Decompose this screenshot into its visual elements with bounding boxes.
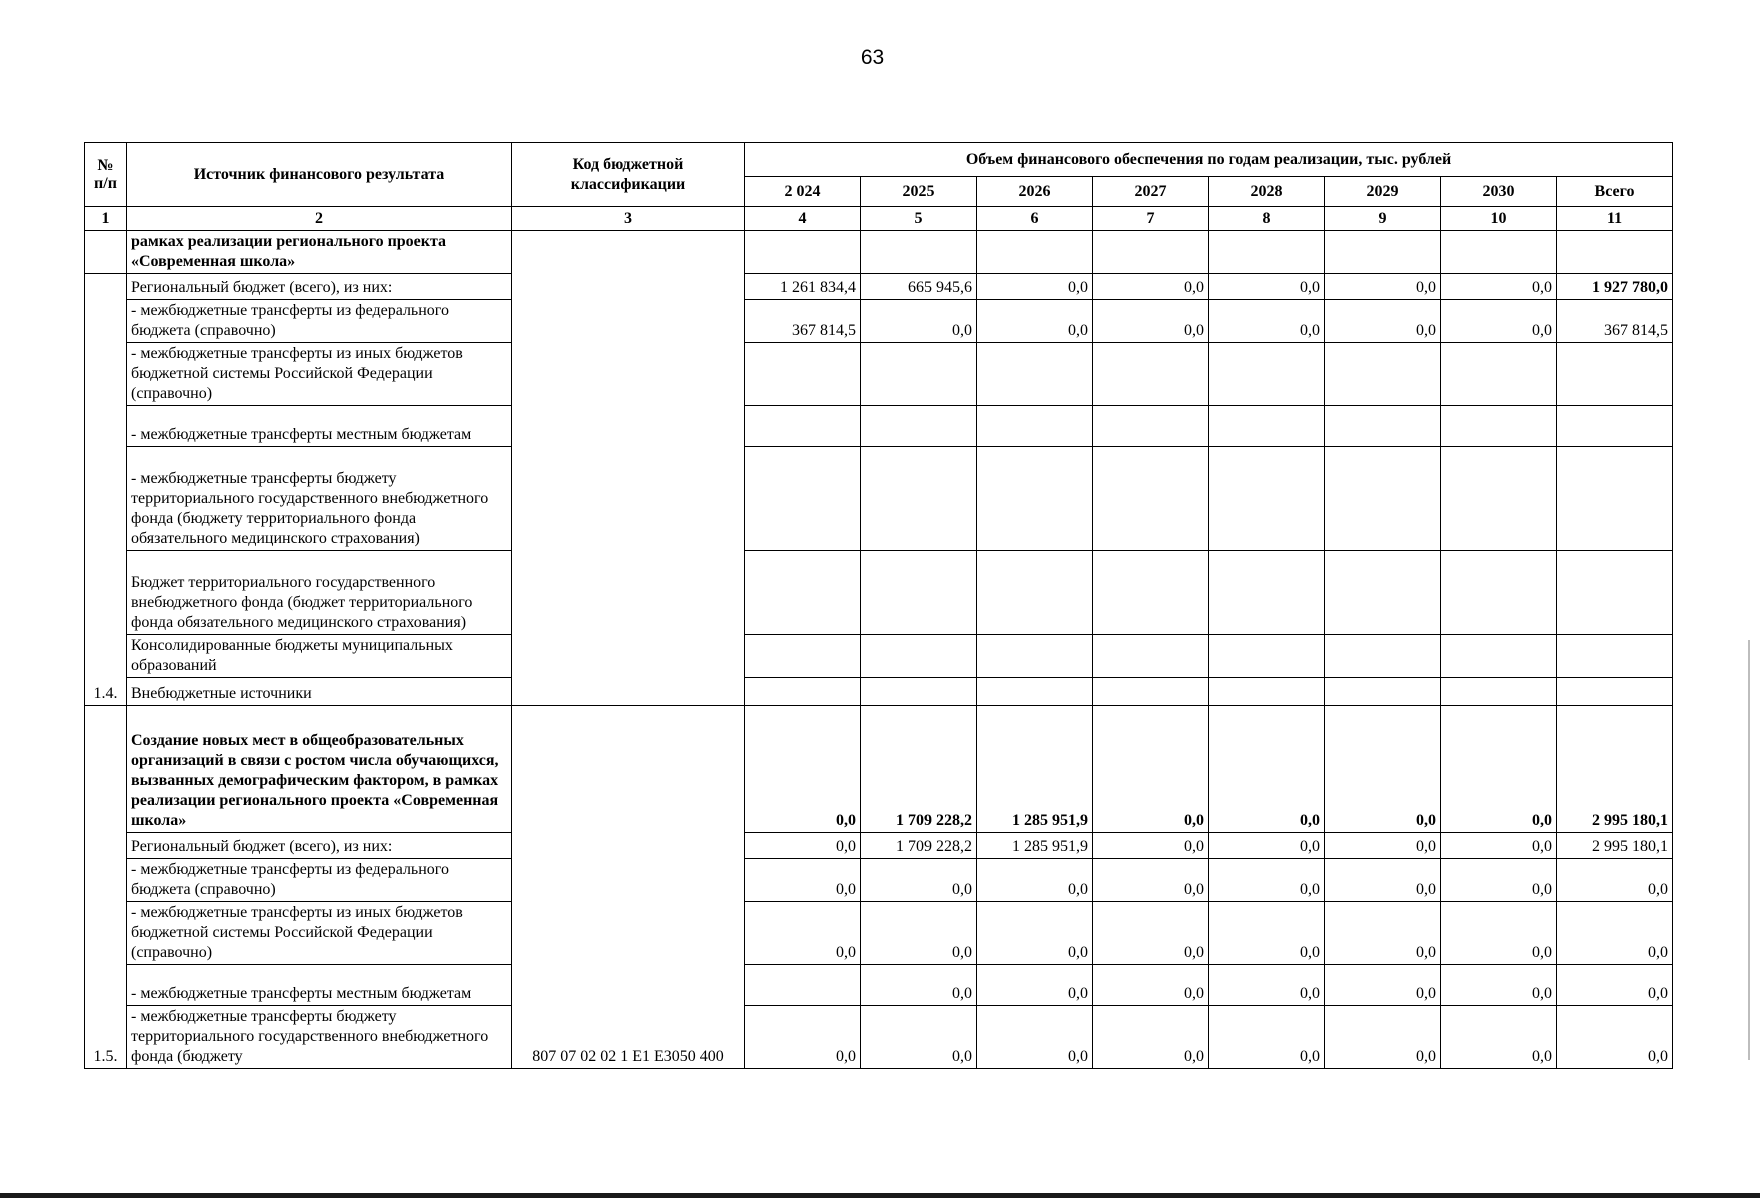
row-name: Консолидированные бюджеты муниципальных образований [127, 635, 512, 678]
table-row [85, 678, 1673, 706]
value-cell: 0,0 [1209, 300, 1325, 343]
value-cell: 0,0 [1441, 300, 1557, 343]
value-cell [1093, 406, 1209, 447]
header-year-2027: 2027 [1093, 177, 1209, 207]
value-cell [1209, 635, 1325, 678]
value-cell [1441, 447, 1557, 551]
header-year-2029: 2029 [1325, 177, 1441, 207]
value-cell [1441, 343, 1557, 406]
column-number: 2 [127, 207, 512, 231]
value-cell: 0,0 [1441, 965, 1557, 1006]
value-cell: 0,0 [977, 1006, 1093, 1069]
column-number: 9 [1325, 207, 1441, 231]
column-number: 5 [861, 207, 977, 231]
value-cell: 1 285 951,9 [977, 706, 1093, 833]
value-cell [1325, 678, 1441, 706]
value-cell [745, 551, 861, 635]
row-name: - межбюджетные трансферты из иных бюджетов бюджетной системы Российской Федерации (справочно) [127, 343, 512, 406]
value-cell: 1 927 780,0 [1557, 274, 1673, 300]
value-cell: 0,0 [1093, 300, 1209, 343]
value-cell [1441, 551, 1557, 635]
table-row [85, 551, 1673, 635]
value-cell [1325, 551, 1441, 635]
column-number: 10 [1441, 207, 1557, 231]
value-cell: 0,0 [1209, 902, 1325, 965]
column-number: 11 [1557, 207, 1673, 231]
row-name: - межбюджетные трансферты местным бюджетам [127, 965, 512, 1006]
value-cell: 0,0 [745, 706, 861, 833]
value-cell: 0,0 [1209, 706, 1325, 833]
value-cell [1209, 406, 1325, 447]
value-cell: 1 709 228,2 [861, 706, 977, 833]
table-header [85, 143, 1673, 231]
row-index [85, 231, 127, 274]
column-number: 6 [977, 207, 1093, 231]
value-cell: 0,0 [1093, 859, 1209, 902]
row-index: 1.5. [85, 706, 127, 1069]
value-cell [1557, 551, 1673, 635]
value-cell: 2 995 180,1 [1557, 833, 1673, 859]
row-name: - межбюджетные трансферты местным бюджетам [127, 406, 512, 447]
value-cell [1209, 231, 1325, 274]
value-cell: 0,0 [1325, 300, 1441, 343]
value-cell [745, 678, 861, 706]
value-cell: 1 285 951,9 [977, 833, 1093, 859]
value-cell [977, 551, 1093, 635]
value-cell [977, 635, 1093, 678]
column-number: 3 [512, 207, 745, 231]
value-cell [1209, 447, 1325, 551]
table-row [85, 706, 1673, 833]
value-cell [1557, 447, 1673, 551]
value-cell [1093, 551, 1209, 635]
value-cell: 0,0 [1325, 833, 1441, 859]
value-cell: 0,0 [1325, 902, 1441, 965]
column-number-row [85, 207, 1673, 231]
budget-code-cell [512, 231, 745, 706]
header-num: № п/п [85, 143, 127, 207]
header-total: Всего [1557, 177, 1673, 207]
value-cell: 0,0 [745, 902, 861, 965]
value-cell [1441, 231, 1557, 274]
row-name: - межбюджетные трансферты бюджету территориального государственного внебюджетного фонда (бюджету [127, 1006, 512, 1069]
row-index: 1.4. [85, 274, 127, 706]
column-number: 7 [1093, 207, 1209, 231]
value-cell [1325, 635, 1441, 678]
value-cell: 1 261 834,4 [745, 274, 861, 300]
value-cell: 0,0 [1441, 833, 1557, 859]
value-cell [1325, 231, 1441, 274]
value-cell: 0,0 [861, 902, 977, 965]
value-cell [745, 635, 861, 678]
row-name: - межбюджетные трансферты из федерального бюджета (справочно) [127, 859, 512, 902]
value-cell: 0,0 [1209, 274, 1325, 300]
header-year-2028: 2028 [1209, 177, 1325, 207]
value-cell: 0,0 [861, 965, 977, 1006]
value-cell [1209, 343, 1325, 406]
value-cell: 0,0 [1093, 833, 1209, 859]
value-cell: 0,0 [861, 859, 977, 902]
value-cell: 0,0 [977, 274, 1093, 300]
table-row [85, 343, 1673, 406]
header-code: Код бюджетной классификации [512, 143, 745, 207]
row-name: рамках реализации регионального проекта «Современная школа» [127, 231, 512, 274]
table-row [85, 965, 1673, 1006]
value-cell: 0,0 [977, 300, 1093, 343]
row-name: Региональный бюджет (всего), из них: [127, 274, 512, 300]
value-cell [745, 343, 861, 406]
value-cell [1557, 635, 1673, 678]
column-number: 4 [745, 207, 861, 231]
value-cell: 0,0 [1325, 1006, 1441, 1069]
value-cell [1093, 447, 1209, 551]
value-cell: 0,0 [1209, 859, 1325, 902]
value-cell [861, 551, 977, 635]
table-row [85, 231, 1673, 274]
value-cell: 367 814,5 [1557, 300, 1673, 343]
value-cell [861, 231, 977, 274]
value-cell [745, 965, 861, 1006]
value-cell: 0,0 [977, 965, 1093, 1006]
value-cell [1325, 406, 1441, 447]
column-number: 1 [85, 207, 127, 231]
value-cell [977, 678, 1093, 706]
header-volume: Объем финансового обеспечения по годам реализации, тыс. рублей [745, 143, 1673, 177]
table-row [85, 1006, 1673, 1069]
row-name: - межбюджетные трансферты из федерального бюджета (справочно) [127, 300, 512, 343]
table-row [85, 300, 1673, 343]
value-cell [1557, 343, 1673, 406]
value-cell: 0,0 [1557, 1006, 1673, 1069]
value-cell: 0,0 [977, 859, 1093, 902]
value-cell: 0,0 [1209, 965, 1325, 1006]
value-cell [1325, 343, 1441, 406]
table-row [85, 859, 1673, 902]
value-cell [861, 447, 977, 551]
table-row [85, 833, 1673, 859]
value-cell: 0,0 [1557, 859, 1673, 902]
value-cell [1557, 678, 1673, 706]
value-cell [977, 447, 1093, 551]
value-cell [1441, 678, 1557, 706]
value-cell: 0,0 [861, 1006, 977, 1069]
value-cell [1209, 678, 1325, 706]
value-cell: 0,0 [1557, 965, 1673, 1006]
value-cell: 0,0 [1441, 859, 1557, 902]
scan-edge-line [1748, 640, 1750, 1060]
budget-table [84, 142, 1673, 1069]
value-cell: 0,0 [1441, 274, 1557, 300]
value-cell [1209, 551, 1325, 635]
value-cell: 0,0 [861, 300, 977, 343]
row-name: Региональный бюджет (всего), из них: [127, 833, 512, 859]
value-cell [977, 231, 1093, 274]
value-cell: 0,0 [1325, 965, 1441, 1006]
value-cell: 0,0 [1441, 1006, 1557, 1069]
value-cell [1093, 343, 1209, 406]
value-cell [1441, 635, 1557, 678]
value-cell: 0,0 [745, 1006, 861, 1069]
value-cell [745, 447, 861, 551]
value-cell: 0,0 [1093, 965, 1209, 1006]
value-cell: 2 995 180,1 [1557, 706, 1673, 833]
row-name: Внебюджетные источники [127, 678, 512, 706]
value-cell [861, 343, 977, 406]
value-cell [745, 406, 861, 447]
value-cell: 0,0 [1441, 706, 1557, 833]
value-cell: 0,0 [1093, 902, 1209, 965]
value-cell: 0,0 [1093, 274, 1209, 300]
value-cell [861, 635, 977, 678]
value-cell [1093, 678, 1209, 706]
value-cell: 0,0 [1441, 902, 1557, 965]
value-cell [1441, 406, 1557, 447]
table-row [85, 902, 1673, 965]
value-cell [745, 231, 861, 274]
row-name: Бюджет территориального государственного внебюджетного фонда (бюджет территориального фонда обязательного медицинского страхования) [127, 551, 512, 635]
value-cell [1557, 231, 1673, 274]
value-cell [977, 343, 1093, 406]
value-cell: 0,0 [1209, 833, 1325, 859]
value-cell: 367 814,5 [745, 300, 861, 343]
header-source: Источник финансового результата [127, 143, 512, 207]
scan-bottom-line [0, 1193, 1760, 1198]
value-cell: 0,0 [1325, 274, 1441, 300]
value-cell: 0,0 [1557, 902, 1673, 965]
value-cell: 0,0 [745, 833, 861, 859]
header-year-2025: 2025 [861, 177, 977, 207]
value-cell: 0,0 [1325, 706, 1441, 833]
value-cell: 0,0 [977, 902, 1093, 965]
value-cell: 665 945,6 [861, 274, 977, 300]
table-body [85, 231, 1673, 1069]
budget-code-cell: 807 07 02 02 1 Е1 Е3050 400 [512, 706, 745, 1069]
value-cell [1557, 406, 1673, 447]
value-cell [1093, 231, 1209, 274]
table-row [85, 635, 1673, 678]
row-name: - межбюджетные трансферты из иных бюджетов бюджетной системы Российской Федерации (справочно) [127, 902, 512, 965]
value-cell: 1 709 228,2 [861, 833, 977, 859]
row-name: - межбюджетные трансферты бюджету территориального государственного внебюджетного фонда (бюджету территориального фонда обязательного медицинского страхования) [127, 447, 512, 551]
page-number: 63 [860, 46, 885, 69]
value-cell [1325, 447, 1441, 551]
value-cell: 0,0 [1093, 1006, 1209, 1069]
table-row [85, 274, 1673, 300]
value-cell [977, 406, 1093, 447]
value-cell: 0,0 [1209, 1006, 1325, 1069]
value-cell [861, 678, 977, 706]
value-cell: 0,0 [1325, 859, 1441, 902]
value-cell [1093, 635, 1209, 678]
row-name: Создание новых мест в общеобразовательных организаций в связи с ростом числа обучающихся, вызванных демографическим фактором, в рамках реализации регионального проекта «Современная школа» [127, 706, 512, 833]
table-row [85, 406, 1673, 447]
column-number: 8 [1209, 207, 1325, 231]
header-year-2030: 2030 [1441, 177, 1557, 207]
value-cell: 0,0 [1093, 706, 1209, 833]
value-cell [861, 406, 977, 447]
header-year-2024: 2 024 [745, 177, 861, 207]
header-year-2026: 2026 [977, 177, 1093, 207]
table-row [85, 447, 1673, 551]
value-cell: 0,0 [745, 859, 861, 902]
